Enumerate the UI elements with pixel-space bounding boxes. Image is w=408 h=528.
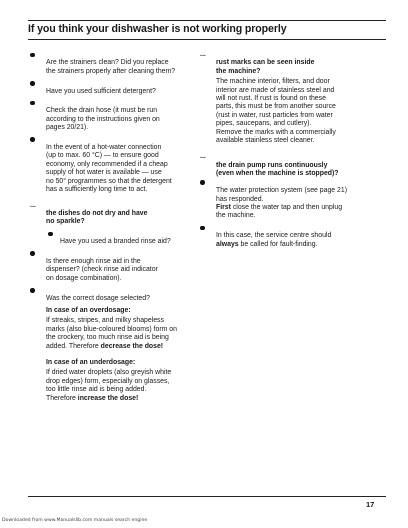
bottom-rule [28,496,386,497]
section-heading-drain-pump: ... the drain pump runs continuously (even when the machine is stopped)? [200,153,339,178]
bullet-icon [30,137,35,142]
overdosage-text: If streaks, stripes, and milky shapeless marks (also blue-coloured blooms) form on the crockery, too much rinse aid is being added. Therefore decrease the dose! [46,317,177,350]
underdosage-heading: In case of an underdosage: [46,359,136,366]
bullet-icon [30,251,35,256]
bullet-hot-water: In the event of a hot-water connection (up to max. 60 °C) — to ensure good economy, only recommended if a cheap supply of hot water is available — use no 50° programmes so that the detergent has a sufficiently long time to act. [30,136,202,195]
bullet-icon [30,101,35,106]
top-rule [28,20,386,21]
bullet-branded-rinse-aid: Have you used a branded rinse aid? [30,230,202,247]
underdosage-text: If dried water droplets (also greyish white drop edges) form, especially on glasses, too little rinse aid is being added. Therefore increase the dose! [46,369,172,402]
title-rule [28,39,386,40]
bullet-correct-dosage: Was the correct dosage selected? [30,286,202,303]
bullet-icon [200,226,205,231]
bullet-icon [200,180,205,185]
bullet-strainers: Are the strainers clean? Did you replace the strainers properly after cleaning them? [30,51,202,76]
section-heading-rust-marks: ... rust marks can be seen inside the machine? [200,51,315,75]
page-title: If you think your dishwasher is not working properly [28,23,287,35]
bullet-detergent: Have you used sufficient detergent? [30,79,202,96]
bullet-icon [30,81,35,86]
right-column [200,51,385,252]
bullet-icon [48,232,53,237]
bullet-icon [30,288,35,293]
bullet-drain-hose: Check the drain hose (it must be run according to the instructions given on pages 20/21). [30,99,202,133]
left-column [30,51,202,406]
footer-credit: Downloaded from www.Manualslib.com manuals search engine [2,518,148,523]
overdosage-heading: In case of an overdosage: [46,306,131,314]
close-tap-text: First close the water tap and then unplug the machine. [216,203,343,220]
bullet-water-protection: The water protection system (see page 21) has responded. [200,179,385,204]
bullet-icon [30,53,35,58]
bullet-service-centre: In this case, the service centre should always be called for fault-finding. [200,224,385,249]
rust-text: The machine interior, filters, and door interior are made of stainless steel and will not rust. If rust is found on these parts, this must be from another source (rust in water, rust particles from water pipes, saucepans, and cutlery). Remove the marks with a commercially available stainless steel cleaner. [216,78,336,145]
page-number: 17 [366,500,375,509]
bullet-enough-rinse-aid: Is there enough rinse aid in the dispenser? (check rinse aid indicator on dosage combination). [30,250,202,284]
section-heading-dishes-not-dry: ... the dishes do not dry and have no sparkle? [30,201,148,226]
